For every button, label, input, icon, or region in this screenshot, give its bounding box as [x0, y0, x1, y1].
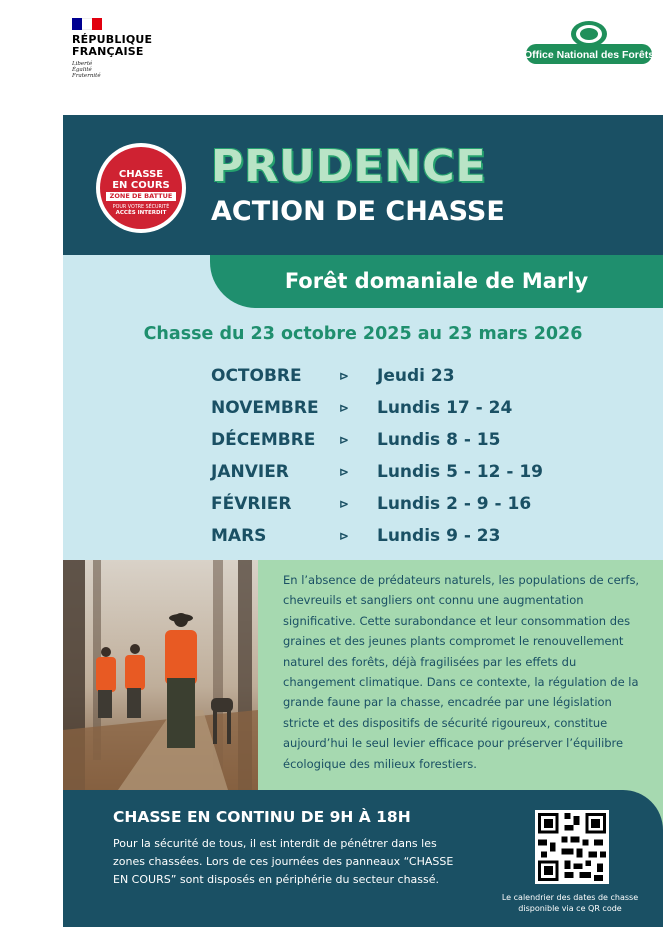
qr-caption	[495, 892, 645, 914]
qr-code-icon[interactable]	[535, 810, 609, 884]
schedule-month: DÉCEMBRE	[211, 430, 316, 450]
schedule-days: Lundis 17 - 24	[377, 398, 513, 418]
page-subtitle: ACTION DE CHASSE	[211, 196, 505, 227]
schedule-month: NOVEMBRE	[211, 398, 319, 418]
arrow-right-icon: ⊳	[339, 369, 350, 383]
motto-fraternite: Fraternité	[72, 73, 101, 79]
badge-main-text	[100, 169, 182, 191]
forest-name: Forêt domaniale de Marly	[284, 269, 589, 293]
schedule-row	[211, 360, 611, 392]
republique-flag-icon	[72, 18, 102, 30]
republique-francaise-logo	[72, 34, 152, 58]
arrow-right-icon: ⊳	[339, 529, 350, 543]
badge-line4: ACCÈS INTERDIT	[115, 209, 167, 216]
hunting-period: Chasse du 23 octobre 2025 au 23 mars 2026	[143, 324, 583, 344]
onf-label: Office National des Forêts	[524, 49, 654, 61]
badge-small-text	[100, 205, 182, 216]
schedule-days: Lundis 8 - 15	[377, 430, 501, 450]
republic-motto	[72, 61, 101, 79]
onf-tree-logo-icon	[524, 20, 654, 68]
qr-caption-line1: Le calendrier des dates de chasse	[501, 893, 639, 902]
republic-line1: RÉPUBLIQUE	[72, 33, 153, 46]
arrow-right-icon: ⊳	[339, 497, 350, 511]
arrow-right-icon: ⊳	[339, 401, 350, 415]
schedule-row	[211, 520, 611, 552]
qr-caption-line2: disponible via ce QR code	[518, 904, 622, 913]
schedule-days: Jeudi 23	[377, 366, 455, 386]
schedule-days: Lundis 9 - 23	[377, 526, 501, 546]
republic-line2: FRANÇAISE	[72, 45, 144, 58]
schedule-month: MARS	[211, 526, 267, 546]
schedule-days: Lundis 2 - 9 - 16	[377, 494, 532, 514]
arrow-right-icon: ⊳	[339, 465, 350, 479]
schedule-month: OCTOBRE	[211, 366, 302, 386]
safety-text: Pour la sécurité de tous, il est interdit de pénétrer dans les zones chassées. Lors de ces journées des panneaux “CHASSE EN COURS” sont disposés en périphérie du secteur chassé.	[113, 837, 454, 886]
continuous-hunting-title: CHASSE EN CONTINU DE 9H À 18H	[113, 808, 411, 826]
badge-band: ZONE DE BATTUE	[106, 192, 176, 201]
badge-line3: POUR VOTRE SÉCURITÉ	[112, 205, 170, 210]
motto-liberte: Liberté	[72, 61, 93, 67]
schedule-row	[211, 488, 611, 520]
page-title: PRUDENCE	[211, 141, 487, 192]
schedule-row	[211, 456, 611, 488]
schedule-row	[211, 392, 611, 424]
schedule-month: JANVIER	[211, 462, 289, 482]
schedule-days: Lundis 5 - 12 - 19	[377, 462, 543, 482]
schedule-row	[211, 424, 611, 456]
motto-egalite: Égalité	[72, 67, 92, 73]
hunters-photo	[63, 560, 258, 790]
badge-line1: CHASSE	[118, 169, 164, 180]
schedule-month: FÉVRIER	[211, 494, 292, 514]
arrow-right-icon: ⊳	[339, 433, 350, 447]
schedule-list	[211, 360, 611, 552]
badge-line2: EN COURS	[112, 180, 170, 191]
info-paragraph: En l’absence de prédateurs naturels, les populations de cerfs, chevreuils et sangliers ont connu une augmentation significative. Cette surabondance et leur consommation des graines et des jeunes plants compromet le renouvellement naturel des forêts, déjà fragilisées par les effets du changement climatique. Dans ce contexte, la régulation de la grande faune par la chasse, encadrée par une législation stricte et des dispositifs de sécurité rigoureux, constitue aujourd’hui le seul levier efficace pour préserver l’équilibre écologique des milieux forestiers.	[283, 573, 640, 771]
